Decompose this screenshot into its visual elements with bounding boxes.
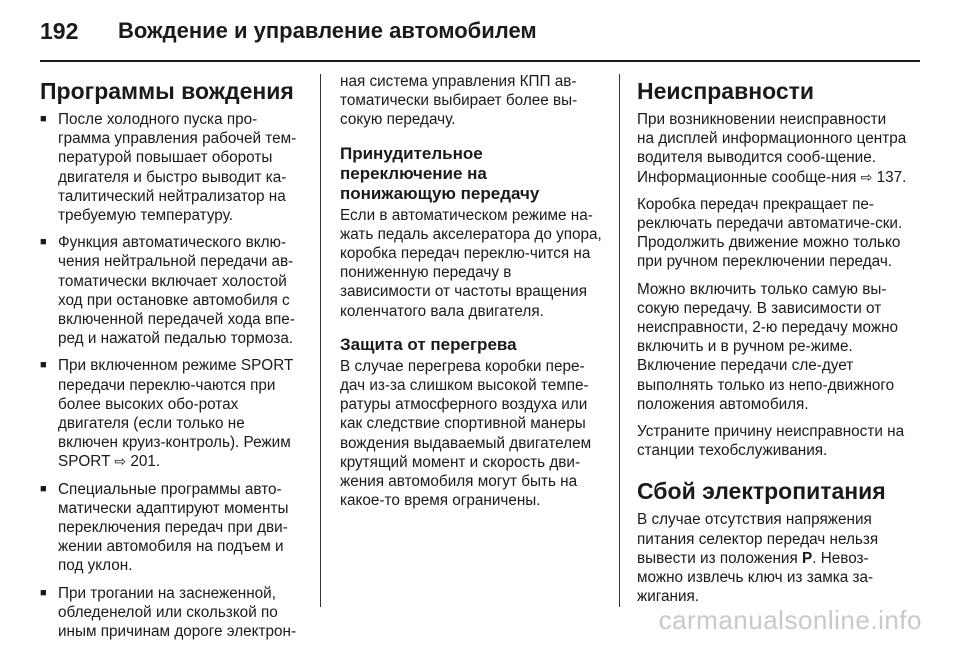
page-ref-link[interactable]: 137. xyxy=(876,168,907,186)
power-failure-paragraph xyxy=(637,510,907,606)
list-item xyxy=(40,356,302,471)
continuation-text: ная система управления КПП ав-томатически выбирает более вы-сокую передачу. xyxy=(340,73,578,129)
section-heading-power-failure: Сбой электропитания xyxy=(637,478,886,505)
section-heading-overheat: Защита от перегрева xyxy=(340,334,517,354)
page-header xyxy=(40,8,920,54)
page-ref-link[interactable]: 201. xyxy=(130,453,161,471)
page-ref-arrow-icon: ⇨ xyxy=(114,453,127,470)
list-item: ■ Функция автоматического вклю-чения нейтральной передачи ав-томатически включает холостой ход при остановке автомобиля с включенной передачей хода впе-ред и нажатой педалью тормоза. xyxy=(40,233,302,348)
page-title: Вождение и управление автомобилем xyxy=(118,18,537,43)
faults-paragraph-3: Можно включить только самую вы-сокую передачу. В зависимости от неисправности, 2-ю передачу можно включить и в ручном ре-жиме. Включение передачи сле-дует выполнять только из непо-движного положения автомобиля. xyxy=(637,280,899,413)
column-1 xyxy=(40,72,302,649)
page-number: 192 xyxy=(40,17,79,44)
faults-text-1: При возникновении неисправности на дисплей информационного центра водителя выводится сооб-щение. Информационные сообще-ния xyxy=(637,111,907,186)
column-3 xyxy=(637,72,907,614)
list-item: ■ После холодного пуска про-грамма управления рабочей тем-пературой повышает обороты двигателя и быстро выводит ка-талитический нейтрализатор на требуемую температуру. xyxy=(40,110,302,225)
faults-paragraph-1 xyxy=(637,110,907,187)
overheat-text: В случае перегрева коробки пере-дач из-за слишком высокой темпе-ратуры атмосферного воздуха или как следствие спортивной манеры вождения выдаваемый двигателем крутящий момент и скорость дви-жения автомобиля могут быть на какое-то время ограничены. xyxy=(340,357,592,510)
faults-paragraph-4: Устраните причину неисправности на станции техобслуживания. xyxy=(637,423,905,460)
kickdown-text: Если в автоматическом режиме на-жать педаль акселератора до упора, коробка передач переклю-чится на пониженную передачу в зависимости от частоты вращения коленчатого вала двигателя. xyxy=(340,206,602,320)
section-heading-faults: Неисправности xyxy=(637,78,815,104)
section-heading-kickdown: Принудительное переключение на понижающую передачу xyxy=(340,143,540,203)
column-2 xyxy=(340,72,602,518)
header-divider xyxy=(40,60,920,62)
watermark: carmanualsonline.info xyxy=(658,605,922,635)
power-failure-text-a: В случае отсутствия напряжения питания селектор передач нельзя вывести из положения xyxy=(637,511,879,567)
column-divider-1 xyxy=(320,74,321,607)
driving-programs-list xyxy=(40,110,302,641)
list-item: ■ При трогании на заснеженной, обледенелой или скользкой по иным причинам дороге электрон- xyxy=(40,584,302,642)
sport-text: При включенном режиме SPORT передачи переклю-чаются при более высоких обо-ротах двигателя (если только не включен круиз-контроль). Режим SPORT xyxy=(58,357,294,471)
page-ref-arrow-icon: ⇨ xyxy=(860,168,873,185)
faults-paragraph-2: Коробка передач прекращает пе-реключать передачи автоматиче-ски. Продолжить движение можно только при ручном переключении передач. xyxy=(637,195,903,271)
power-failure-text-b: . Невоз-можно извлечь ключ из замка за-жигания. xyxy=(637,549,874,606)
gear-position-label: P xyxy=(802,549,813,567)
column-divider-2 xyxy=(619,74,620,607)
section-heading-driving-programs: Программы вождения xyxy=(40,78,294,104)
list-item: ■ Специальные программы авто-матически адаптируют моменты переключения передач при дви-жении автомобиля на подъем и под уклон. xyxy=(40,480,302,576)
